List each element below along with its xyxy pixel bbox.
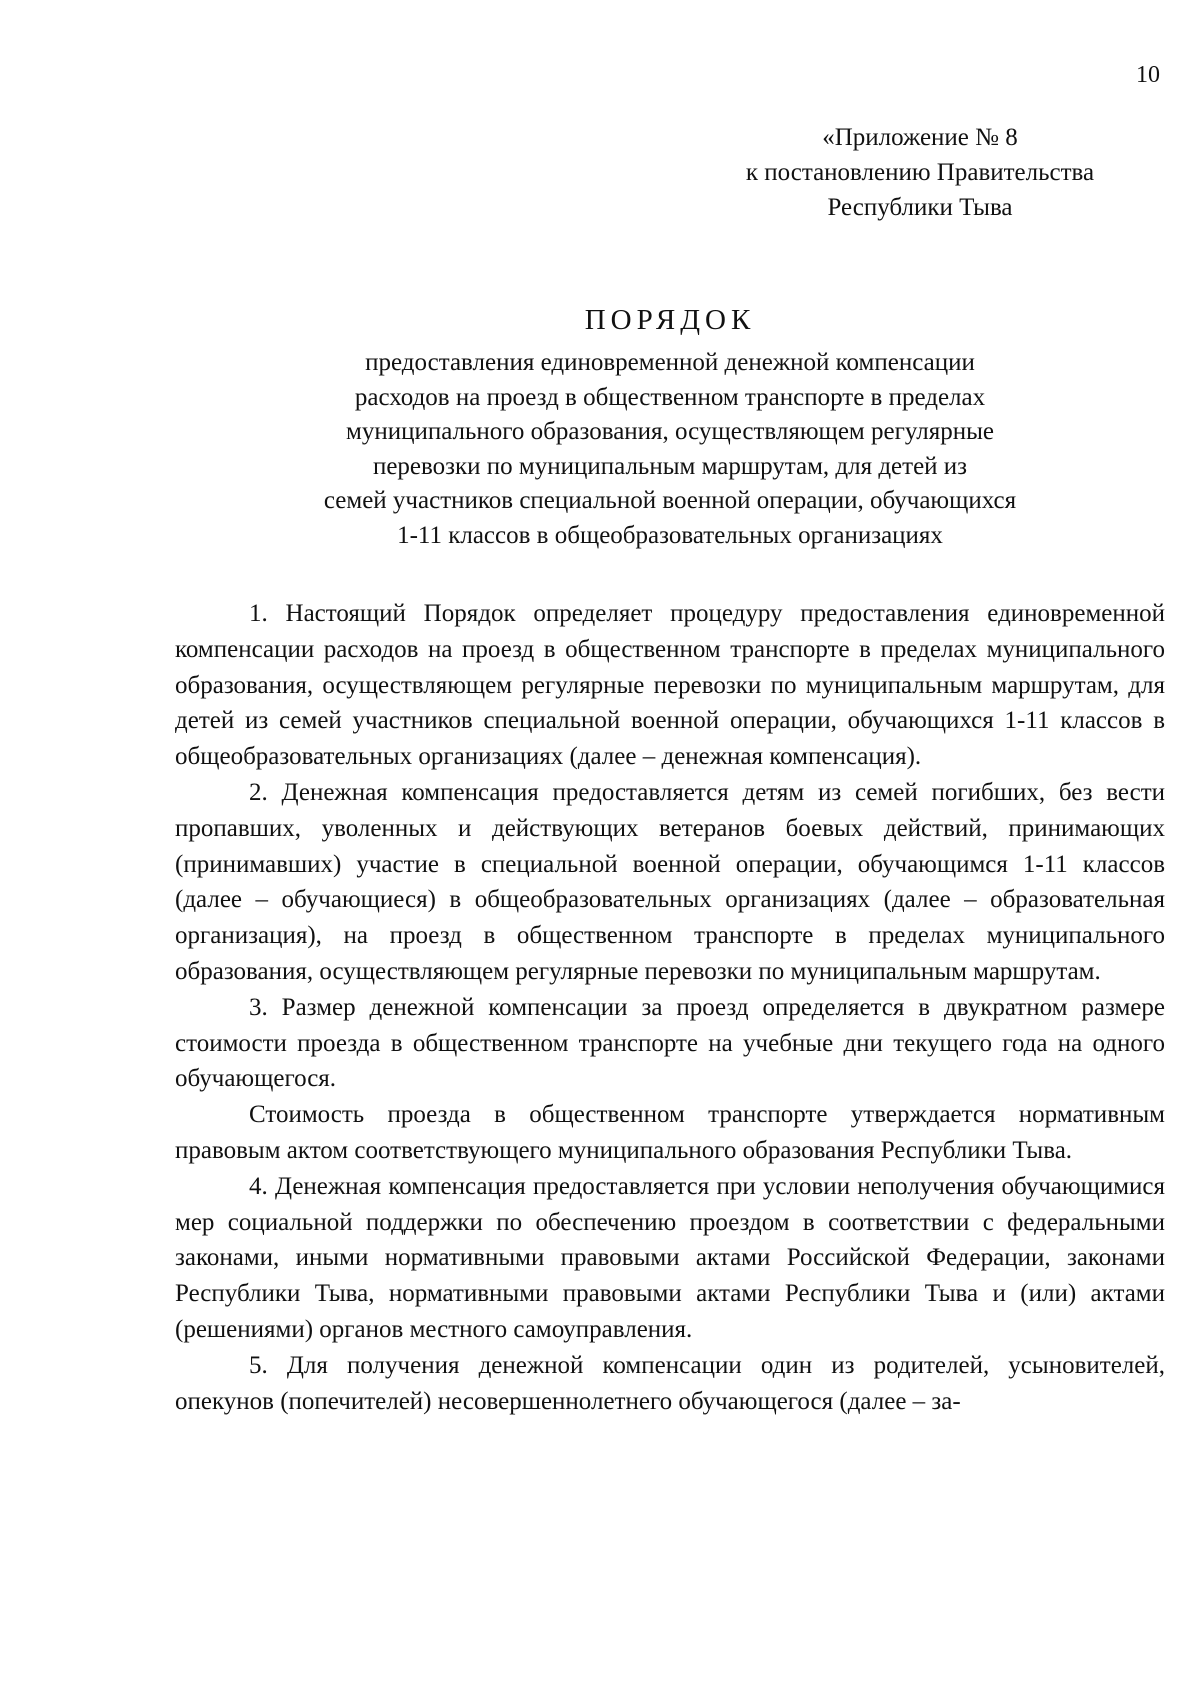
subtitle-line: расходов на проезд в общественном транспорте в пределах	[354, 383, 986, 411]
subtitle-line: семей участников специальной военной операции, обучающихся	[323, 487, 1017, 514]
subtitle-line: 1-11 классов в общеобразовательных организациях	[397, 521, 943, 549]
subtitle-line: муниципального образования, осуществляющем регулярные	[346, 418, 994, 445]
paragraph-1: 1. Настоящий Порядок определяет процедуру предоставления единовременной компенсации расходов на проезд в общественном транспорте в пределах муниципального образования, осуществляющем регулярные перевозки по муниципальным маршрутам, для детей из семей участников специальной военной операции, обучающихся 1-11 классов в общеобразовательных организациях (далее – денежная компенсация).	[175, 600, 1165, 771]
document-title: ПОРЯДОК	[584, 304, 756, 336]
appendix-line-1: «Приложение № 8	[822, 124, 1018, 151]
title-block	[175, 300, 1165, 553]
subtitle-line: перевозки по муниципальным маршрутам, для детей из	[372, 452, 968, 480]
subtitle-line: предоставления единовременной денежной компенсации	[365, 349, 975, 376]
appendix-line-3: Республики Тыва	[827, 194, 1013, 221]
document-subtitle	[175, 346, 1165, 553]
paragraph-3-cont: Стоимость проезда в общественном транспорте утверждается нормативным правовым актом соответствующего муниципального образования Республики Тыва.	[175, 1101, 1165, 1164]
document-body	[175, 596, 1165, 1419]
paragraph-4: 4. Денежная компенсация предоставляется при условии неполучения обучающимися мер социальной поддержки по обеспечению проездом в соответствии с федеральными законами, иными нормативными правовыми актами Российской Федерации, законами Республики Тыва, нормативными правовыми актами Республики Тыва и (или) актами (решениями) органов местного самоуправления.	[175, 1172, 1165, 1343]
paragraph-2: 2. Денежная компенсация предоставляется детям из семей погибших, без вести пропавших, уволенных и действующих ветеранов боевых действий, принимающих (принимавших) участие в специальной военной операции, обучающимся 1-11 классов (далее – обучающиеся) в общеобразовательных организациях (далее – образовательная организация), на проезд в общественном транспорте в пределах муниципального образования, осуществляющем регулярные перевозки по муниципальным маршрутам.	[175, 778, 1165, 985]
paragraph-5: 5. Для получения денежной компенсации один из родителей, усыновителей, опекунов (попечителей) несовершеннолетнего обучающегося (далее – за-	[175, 1351, 1165, 1415]
paragraph-3: 3. Размер денежной компенсации за проезд определяется в двукратном размере стоимости проезда в общественном транспорте на учебные дни текущего года на одного обучающегося.	[175, 993, 1165, 1093]
page-number: 10	[1136, 62, 1160, 88]
appendix-header	[720, 120, 1120, 225]
appendix-line-2: к постановлению Правительства	[745, 159, 1095, 186]
